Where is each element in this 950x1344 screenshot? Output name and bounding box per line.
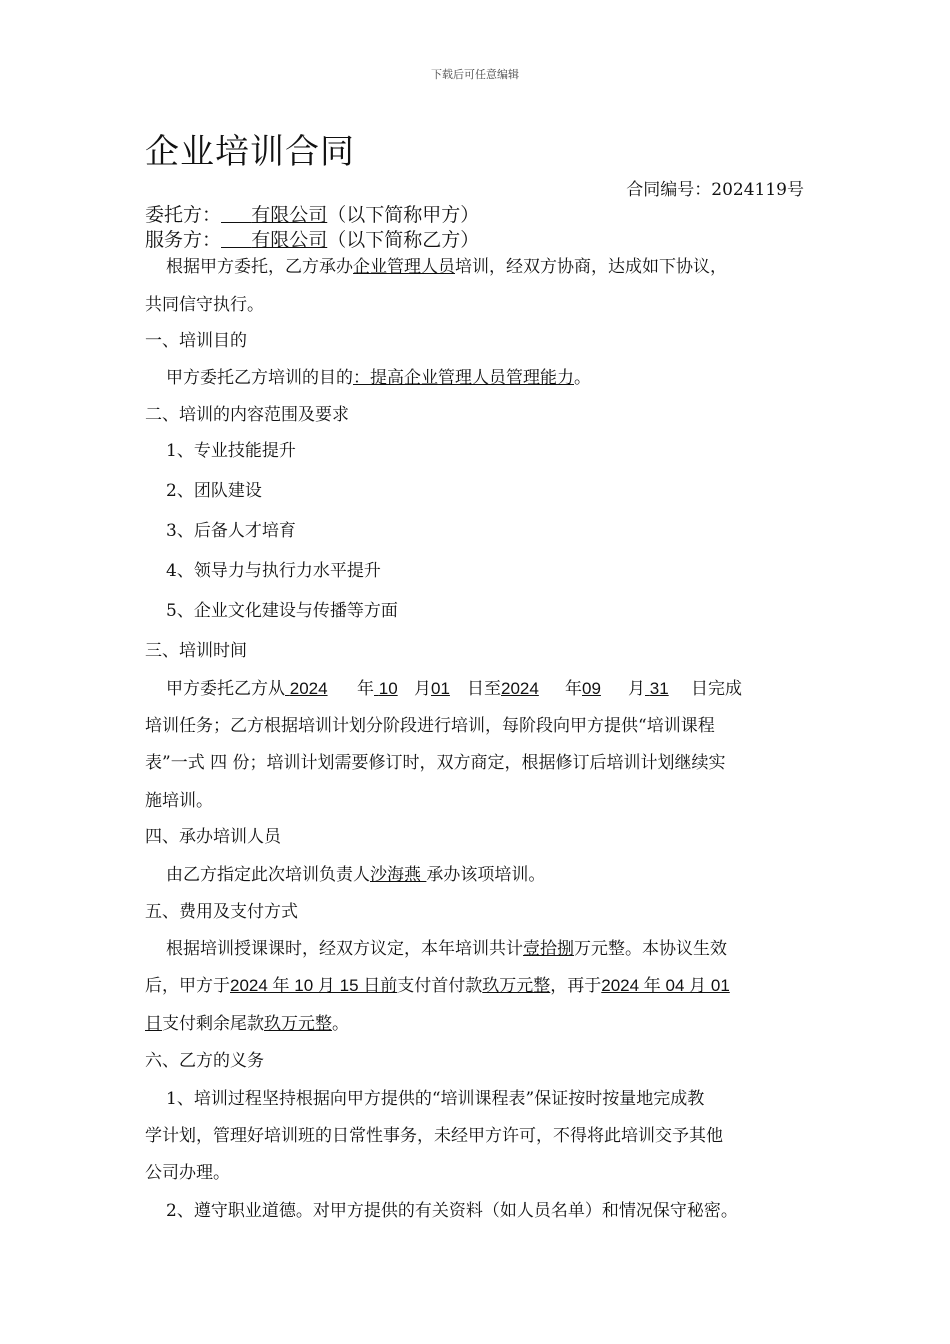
duty-2: 2、遵守职业道德。对甲方提供的有关资料（如人员名单）和情况保守秘密。 (166, 1201, 738, 1221)
section-3-heading: 三、培训时间 (145, 641, 247, 661)
section-2-heading: 二、培训的内容范围及要求 (145, 405, 349, 425)
intro-text-1: 根据甲方委托，乙方承办 (166, 257, 353, 277)
client-name (221, 204, 327, 226)
section-6-heading: 六、乙方的义务 (145, 1051, 264, 1071)
fee-text-4: 支付首付款 (397, 976, 483, 996)
provider-party (145, 225, 479, 252)
first-payment-date: 2024 年 10 月 15 日前 (230, 976, 398, 995)
month-char-2: 月 (628, 679, 645, 699)
day-to-char: 日至 (467, 679, 501, 699)
purpose-end: 。 (574, 368, 591, 388)
end-month-value: 09 (582, 679, 601, 698)
contract-number-label: 合同编号： (626, 180, 712, 200)
client-note: （以下简称甲方） (327, 204, 480, 226)
end-year-value: 2024 (501, 679, 539, 698)
fee-text-3: 后，甲方于 (145, 976, 230, 996)
end-month (582, 679, 628, 699)
start-year (285, 679, 357, 699)
year-char-1: 年 (357, 679, 374, 699)
duty-1-line-1: 1、培训过程坚持根据向甲方提供的“培训课程表”保证按时按量地完成教 (166, 1089, 705, 1109)
contract-number-suffix: 号 (787, 180, 804, 200)
section-5-line-2 (145, 971, 730, 996)
first-payment-amount: 玖万元整 (482, 976, 551, 996)
duty-1-line-2: 学计划，管理好培训班的日常性事务，未经甲方许可，不得将此培训交予其他 (145, 1126, 723, 1146)
provider-name-text: 有限公司 (251, 229, 328, 251)
section-5-heading: 五、费用及支付方式 (145, 902, 298, 922)
fee-text-5: ，再于 (550, 976, 602, 996)
provider-note: （以下简称乙方） (327, 229, 480, 251)
content-item-2: 2、团队建设 (166, 481, 262, 501)
contract-number (626, 175, 804, 200)
section-3-line-3: 表”一式 四 份；培训计划需要修订时，双方商定，根据修订后培训计划继续实 (145, 753, 726, 773)
header-note: 下载后可任意编辑 (431, 68, 519, 81)
training-period-line (166, 674, 742, 699)
client-label: 委托方： (145, 204, 222, 226)
content-item-4: 4、领导力与执行力水平提升 (166, 561, 381, 581)
second-payment-date: 2024 年 04 月 01 (601, 976, 730, 995)
intro-text-2: 培训，经双方协商，达成如下协议， (455, 257, 727, 277)
section-3-line-4: 施培训。 (145, 791, 213, 811)
client-name-text: 有限公司 (251, 204, 328, 226)
total-fee: 壹拾捌 (523, 939, 574, 959)
training-subject: 企业管理人员 (353, 257, 455, 277)
end-year (501, 679, 565, 699)
section-5-line-3 (145, 1009, 349, 1034)
start-year-value: 2024 (289, 679, 328, 698)
intro-line-1 (166, 252, 727, 277)
start-month (374, 679, 414, 699)
fee-text-6: 支付剩余尾款 (162, 1014, 264, 1034)
second-payment-amount: 玖万元整 (264, 1014, 332, 1034)
year-char-2: 年 (565, 679, 582, 699)
section-1-heading: 一、培训目的 (145, 331, 247, 351)
period-lead: 甲方委托乙方从 (166, 679, 285, 699)
provider-label: 服务方： (145, 229, 222, 251)
section-4-heading: 四、承办培训人员 (145, 827, 281, 847)
fee-text-2: 万元整。本协议生效 (574, 939, 727, 959)
content-item-5: 5、企业文化建设与传播等方面 (166, 601, 398, 621)
complete-char: 日完成 (691, 679, 742, 699)
training-purpose: ：提高企业管理人员管理能力 (353, 368, 574, 388)
start-day-value: 01 (431, 679, 450, 698)
end-day-value: 31 (649, 679, 669, 698)
contract-number-value: 2024119 (711, 180, 787, 200)
section-5-line-1 (166, 934, 727, 959)
fee-lead: 根据培训授课课时，经双方议定，本年培训共计 (166, 939, 523, 959)
start-month-value: 10 (378, 679, 398, 698)
section-1-body (166, 363, 591, 388)
responsible-person-name: 沙海燕 (370, 865, 421, 885)
responsible-person (370, 865, 426, 885)
responsible-tail: 承办该项培训。 (426, 865, 546, 885)
page-title: 企业培训合同 (145, 132, 355, 172)
content-item-1: 1、专业技能提升 (166, 441, 296, 461)
intro-line-2: 共同信守执行。 (145, 295, 264, 315)
provider-name (221, 229, 327, 251)
duty-1-line-3: 公司办理。 (145, 1163, 230, 1183)
start-day (431, 679, 467, 699)
second-payment-date-end: 日 (145, 1014, 162, 1034)
responsible-lead: 由乙方指定此次培训负责人 (166, 865, 370, 885)
month-char-1: 月 (414, 679, 431, 699)
client-party (145, 200, 479, 227)
fee-text-7: 。 (332, 1014, 349, 1034)
end-day (645, 679, 691, 699)
content-item-3: 3、后备人才培育 (166, 521, 296, 541)
purpose-lead: 甲方委托乙方培训的目的 (166, 368, 353, 388)
section-4-body (166, 860, 545, 885)
section-3-line-2: 培训任务；乙方根据培训计划分阶段进行培训，每阶段向甲方提供“培训课程 (145, 716, 715, 736)
